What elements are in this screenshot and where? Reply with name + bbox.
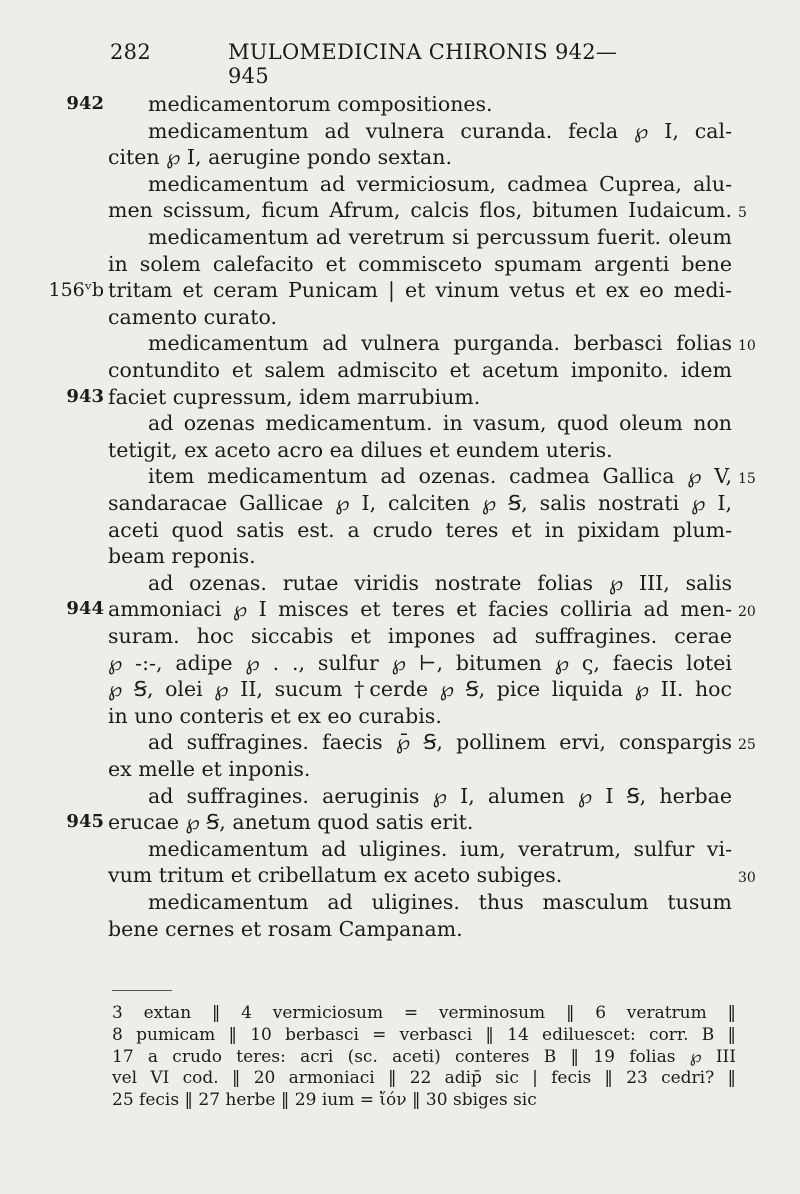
text-line: men scissum, ficum Afrum, calcis flos, bitumen Iudaicum.: [108, 198, 732, 223]
footnote-line: 8 pumicam ‖ 10 berbasci = verbasci ‖ 14 ediluescet: corr. B ‖: [112, 1024, 736, 1045]
text-line: item medicamentum ad ozenas. cadmea Gallica ℘ V,: [148, 464, 732, 489]
text-line: tritam et ceram Punicam | et vinum vetus et ex eo medi-: [108, 278, 732, 303]
line-number: 5: [738, 205, 747, 222]
footnote-line: 25 fecis ‖ 27 herbe ‖ 29 ium = ἴόν ‖ 30 sbiges sic: [112, 1090, 537, 1111]
text-line: medicamentum ad veretrum si percussum fuerit. oleum: [148, 225, 732, 249]
text-line: medicamentum ad vermiciosum, cadmea Cuprea, alu-: [148, 171, 732, 196]
text-line: medicamentum ad vulnera purganda. berbasci folias: [148, 331, 732, 356]
section-number: 942: [66, 93, 104, 114]
line-number: 20: [738, 604, 756, 621]
text-line: contundito et salem admiscito et acetum imponito. idem: [108, 358, 732, 382]
section-number: 943: [66, 385, 104, 407]
line-number: 25: [738, 737, 756, 754]
text-line: ℘ -:-, adipe ℘ . ., sulfur ℘ ⊢, bitumen ℘ ς, faecis lotei: [108, 650, 732, 675]
text-line: medicamentum ad vulnera curanda. fecla ℘ I, cal-: [148, 118, 732, 143]
folio-mark: 156ᵛb: [48, 279, 104, 302]
text-line: tetigit, ex aceto acro ea dilues et eundem uteris.: [108, 437, 613, 462]
footnote-line: vel VI cod. ‖ 20 armoniaci ‖ 22 adip̄ sic | fecis ‖ 23 cedri? ‖: [112, 1068, 736, 1089]
text-line: ex melle et inponis.: [108, 757, 311, 781]
text-line: ammoniaci ℘ I misces et teres et facies colliria ad men-: [108, 597, 732, 622]
text-line: ad suffragines. faecis ℘̄ Ꞩ, pollinem ervi, conspargis: [148, 730, 732, 755]
text-line: citen ℘ I, aerugine pondo sextan.: [108, 145, 452, 170]
text-line: bene cernes et rosam Campanam.: [108, 916, 463, 941]
text-line: ad suffragines. aeruginis ℘ I, alumen ℘ I Ꞩ, herbae: [148, 783, 732, 808]
text-line: ad ozenas medicamentum. in vasum, quod oleum non: [148, 411, 732, 436]
line-number: 15: [738, 471, 756, 488]
section-number: 944: [66, 598, 104, 620]
text-line: in solem calefacito et commisceto spumam argenti bene: [108, 251, 732, 276]
text-line: in uno conteris et ex eo curabis.: [108, 703, 442, 728]
text-line: aceti quod satis est. a crudo teres et in pixidam plum-: [108, 517, 732, 542]
text-line: faciet cupressum, idem marrubium.: [108, 384, 481, 409]
text-line: ad ozenas. rutae viridis nostrate folias ℘ III, salis: [148, 570, 732, 595]
text-line: erucae ℘ Ꞩ, anetum quod satis erit.: [108, 810, 474, 835]
footnote-line: 3 extan ‖ 4 vermiciosum = verminosum ‖ 6 veratrum ‖: [112, 1003, 736, 1023]
footnote-line: 17 a crudo teres: acri (sc. aceti) conteres B ‖ 19 folias ℘ III: [112, 1046, 736, 1067]
text-line: sandaracae Gallicae ℘ I, calciten ℘ Ꞩ, salis nostrati ℘ I,: [108, 491, 732, 515]
line-number: 30: [738, 870, 756, 887]
text-line: camento curato.: [108, 304, 278, 329]
text-line: ℘ Ꞩ, olei ℘ II, sucum †cerde ℘ Ꞩ, pice liquida ℘ II. hoc: [108, 677, 732, 702]
section-number: 945: [66, 811, 104, 833]
text-line: medicamentum ad uligines. ium, veratrum, sulfur vi-: [148, 836, 732, 861]
footnote-rule: [112, 990, 172, 991]
text-line: medicamentorum compositiones.: [148, 92, 493, 116]
line-number: 10: [738, 338, 756, 355]
text-line: medicamentum ad uligines. thus masculum tusum: [148, 890, 732, 914]
text-line: vum tritum et cribellatum ex aceto subiges.: [108, 863, 563, 888]
text-line: beam reponis.: [108, 544, 256, 569]
running-title: MULOMEDICINA CHIRONIS 942—945: [228, 40, 618, 88]
text-line: suram. hoc siccabis et impones ad suffragines. cerae: [108, 624, 732, 648]
page-number: 282: [110, 40, 151, 64]
